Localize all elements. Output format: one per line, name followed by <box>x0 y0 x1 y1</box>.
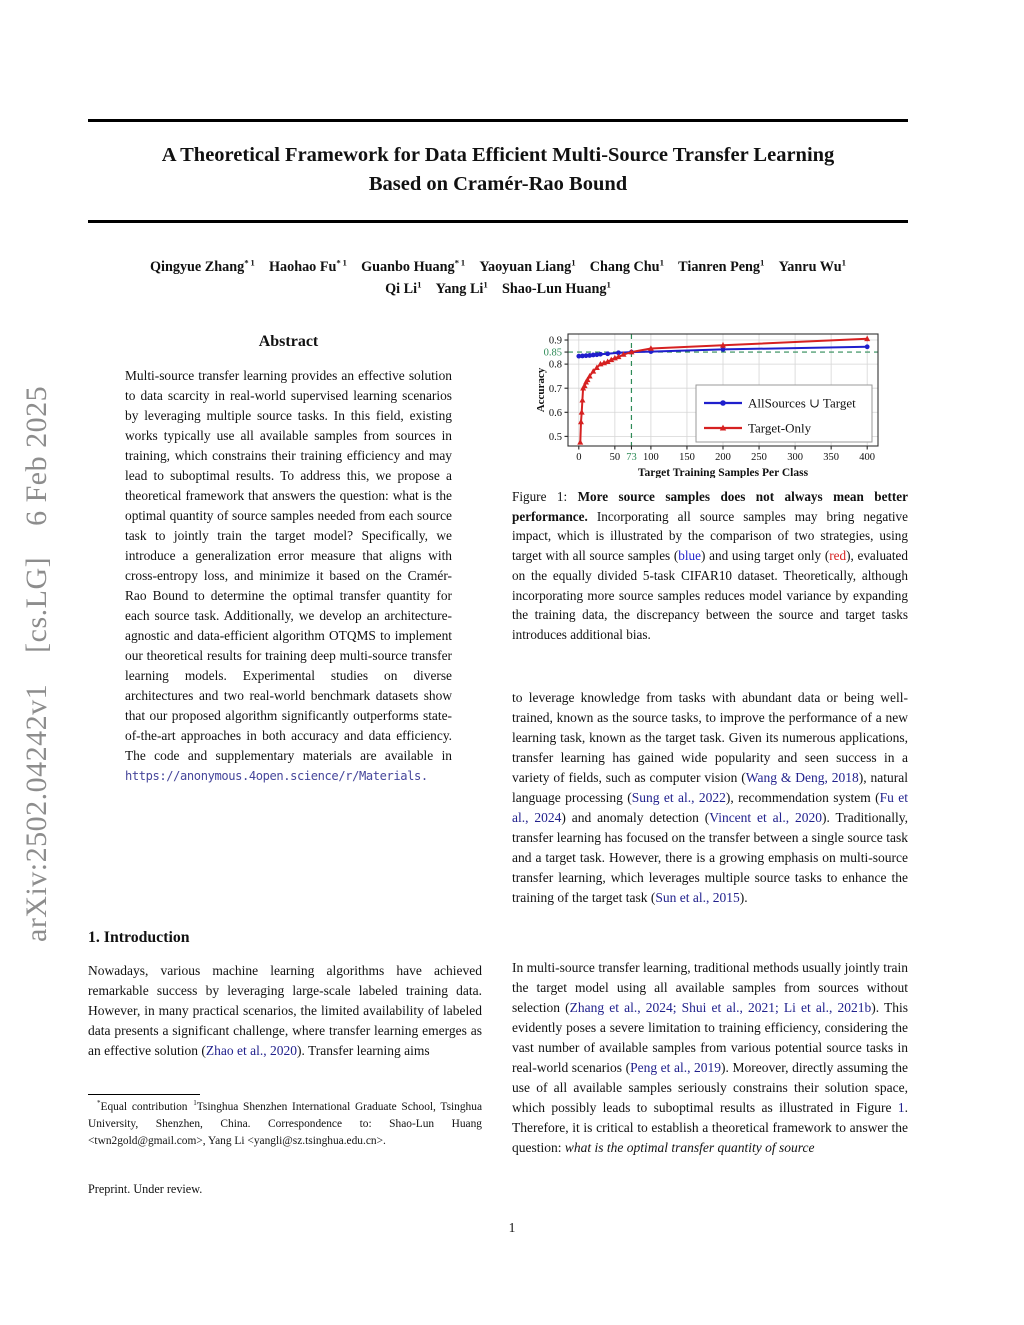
text-segment: ) and using target only ( <box>701 548 830 564</box>
svg-text:350: 350 <box>823 452 840 463</box>
text-segment: ), recommendation system ( <box>725 790 880 805</box>
abstract-heading: Abstract <box>258 333 319 350</box>
text-segment: Multi-source transfer learning provides an effective solution to data scarcity in real-world supervised learning scenarios by leveraging multiple source tasks. In this field, existing works typically use all available samples from sources in training, which constrains their training efficiency and may lead to suboptimal results. To address this, we propose a theoretical framework that answers the question: what is the optimal quantity of source samples needed from each source task to jointly train the target model? Specifically, we introduce a generalization error measure that aligns with cross-entropy loss, and minimize it based on the Cramér-Rao Bound to determine the optimal transfer quantity for each source task. Additionally, we develop an architecture-agnostic and data-efficient algorithm OTQMS to implement our theoretical results for training deep multi-source transfer learning models. Experimental studies on diverse architectures and two real-world benchmark datasets show that our proposed algorithm significantly outperforms state-of-the-art approaches in both accuracy and data efficiency. The code and supplementary materials are available in <box>125 368 452 763</box>
title-rule-top <box>88 119 908 122</box>
svg-text:300: 300 <box>787 452 803 463</box>
text-segment: Equal contribution <box>100 1101 194 1113</box>
text-segment <box>421 281 435 297</box>
text-segment: Qi Li <box>385 281 418 297</box>
body-paragraph-1 <box>512 688 908 908</box>
citation-link[interactable]: Sun et al., 2015 <box>655 890 740 905</box>
text-segment <box>764 259 778 275</box>
author-line-1 <box>88 257 908 277</box>
text-segment: More source samples does not always mean better performance. <box>512 489 908 524</box>
text-segment: ). This evidently poses a severe limitation to training efficiency, considering the vast number of available samples from various potential source tasks in real-world scenarios ( <box>512 1000 908 1075</box>
svg-text:0: 0 <box>576 452 582 463</box>
figure-1-chart <box>534 328 888 478</box>
author-line-2 <box>88 279 908 299</box>
page-number: 1 <box>508 1220 516 1235</box>
text-segment: In multi-source transfer learning, traditional methods usually jointly train the target model using all available samples from sources without selection ( <box>512 960 908 1015</box>
footnote-text <box>88 1099 482 1150</box>
text-segment: 1 <box>417 279 422 290</box>
text-segment: blue <box>678 548 702 564</box>
svg-text:250: 250 <box>751 452 767 463</box>
text-segment <box>576 259 590 275</box>
figure-1-chart-svg <box>534 328 888 478</box>
text-segment: Shao-Lun Huang <box>501 281 607 297</box>
svg-text:0.9: 0.9 <box>548 335 562 347</box>
paper-title-line-1: A Theoretical Framework for Data Efficient Multi-Source Transfer Learning <box>161 144 835 166</box>
title-rule-bottom <box>88 220 908 223</box>
svg-text:400: 400 <box>859 452 876 463</box>
citation-link[interactable]: Sung et al., 2022 <box>631 790 726 805</box>
text-segment: * 1 <box>336 257 347 268</box>
text-segment: Yanru Wu <box>778 259 842 275</box>
text-segment: * <box>97 1099 101 1108</box>
text-segment: ). Traditionally, transfer learning has focused on the transfer between a single source task and a target task. However, there is a growing emphasis on multi-source transfer learning, which leverages multiple source tasks to enhance the training of the target task ( <box>512 810 908 905</box>
text-segment: 1 <box>571 257 576 268</box>
text-segment: ), evaluated on the equally divided 5-task CIFAR10 dataset. Theoretically, although incorporating more source samples reduces model variance by expanding the training data, the discrepancy between the source and target tasks introduces additional bias. <box>512 548 909 642</box>
svg-text:0.8: 0.8 <box>548 359 562 371</box>
svg-text:50: 50 <box>609 452 621 463</box>
text-segment: Chang Chu <box>589 259 660 275</box>
text-segment: ) and anomaly detection ( <box>561 810 710 825</box>
citation-link[interactable]: Wang & Deng, 2018 <box>745 770 859 785</box>
text-segment <box>465 259 479 275</box>
svg-text:0.85: 0.85 <box>543 347 562 359</box>
text-segment: red <box>829 548 847 564</box>
text-segment: Nowadays, various machine learning algorithms have achieved remarkable success by leveraging large-scale labeled training data. However, in many practical scenarios, the limited availability of labeled data presents a significant challenge, where transfer learning emerges as an effective solution ( <box>88 963 482 1058</box>
text-segment <box>488 281 502 297</box>
text-segment: Incorporating all source samples may bring negative impact, which is illustrated by the comparison of two strategies, using target with all source samples ( <box>512 508 909 564</box>
text-segment: 1 <box>483 279 488 290</box>
text-segment: 1 <box>760 257 765 268</box>
text-segment: 1 <box>841 257 846 268</box>
text-segment: 1 <box>659 257 664 268</box>
text-segment: Guanbo Huang <box>361 259 455 275</box>
text-segment: Tsinghua Shenzhen International Graduate School, Tsinghua University, Shenzhen, China. Correspondence to: Shao-Lun Huang <twn2gold@gmail.com>, Yang Li <yangli@sz.tsinghua.edu.cn>. <box>88 1101 483 1147</box>
y-axis-label: Accuracy <box>535 367 547 413</box>
abstract-text <box>125 366 452 786</box>
svg-text:200: 200 <box>715 452 731 463</box>
legend-label: AllSources ∪ Target <box>748 395 856 411</box>
svg-text:0.6: 0.6 <box>548 407 562 419</box>
introduction-paragraph <box>88 961 482 1061</box>
paper-title <box>88 141 908 199</box>
text-segment: . Therefore, it is critical to establish a theoretical framework to answer the question: <box>512 1100 908 1155</box>
text-segment: ). Transfer learning aims <box>296 1043 430 1058</box>
citation-link[interactable]: Fu et al., 2024 <box>512 790 908 825</box>
citation-link[interactable]: 1 <box>897 1100 905 1115</box>
text-segment: Haohao Fu <box>268 259 337 275</box>
text-segment: what is the optimal transfer quantity of source <box>564 1140 815 1155</box>
svg-text:0.5: 0.5 <box>548 431 562 443</box>
text-segment: * 1 <box>244 257 255 268</box>
text-segment: ). <box>739 890 748 905</box>
x-axis-label: Target Training Samples Per Class <box>637 467 809 478</box>
text-segment: to leverage knowledge from tasks with abundant data or being well-trained, known as the source tasks, to improve the performance of a new learning task, known as the target task. Given its numerous applications, transfer learning has gained wide popularity and seen success in a variety of fields, such as computer vision ( <box>512 690 908 785</box>
text-segment: Qingyue Zhang <box>149 259 245 275</box>
svg-text:150: 150 <box>679 452 695 463</box>
text-segment <box>664 259 678 275</box>
svg-text:100: 100 <box>643 452 659 463</box>
text-segment <box>255 259 269 275</box>
legend-label: Target-Only <box>748 420 812 436</box>
svg-text:73: 73 <box>626 452 637 463</box>
citation-link[interactable]: Zhang et al., 2024; Shui et al., 2021; Li et al., 2021b <box>569 1000 872 1015</box>
text-segment: 1 <box>606 279 611 290</box>
citation-link[interactable]: Peng et al., 2019 <box>630 1060 722 1075</box>
text-segment: Yang Li <box>435 281 484 297</box>
url-link[interactable]: https://anonymous.4open.science/r/Materials. <box>125 769 428 783</box>
citation-link[interactable]: Zhao et al., 2020 <box>205 1043 297 1058</box>
footnote-rule <box>88 1094 200 1095</box>
text-segment <box>347 259 361 275</box>
text-segment: * 1 <box>454 257 466 268</box>
text-segment: Tianren Peng <box>678 259 761 275</box>
paper-title-line-2: Based on Cramér-Rao Bound <box>368 173 628 195</box>
svg-text:0.7: 0.7 <box>548 383 562 395</box>
text-segment: ), natural language processing ( <box>512 770 908 805</box>
text-segment: ). Moreover, directly assuming the use of all available samples seriously constrains their solution space, which possibly leads to suboptimal results as illustrated in Figure <box>512 1060 908 1115</box>
body-paragraph-2 <box>512 958 908 1158</box>
text-segment: 1 <box>193 1099 197 1108</box>
arxiv-banner: arXiv:2502.04242v1 [cs.LG] 6 Feb 2025 <box>20 385 53 942</box>
text-segment: Yaoyuan Liang <box>479 259 572 275</box>
section-heading-introduction: 1. Introduction <box>88 929 190 946</box>
text-segment: Figure 1: <box>512 489 578 504</box>
citation-link[interactable]: Vincent et al., 2020 <box>709 810 822 825</box>
figure-1-caption <box>512 487 908 645</box>
preprint-notice: Preprint. Under review. <box>88 1182 203 1196</box>
